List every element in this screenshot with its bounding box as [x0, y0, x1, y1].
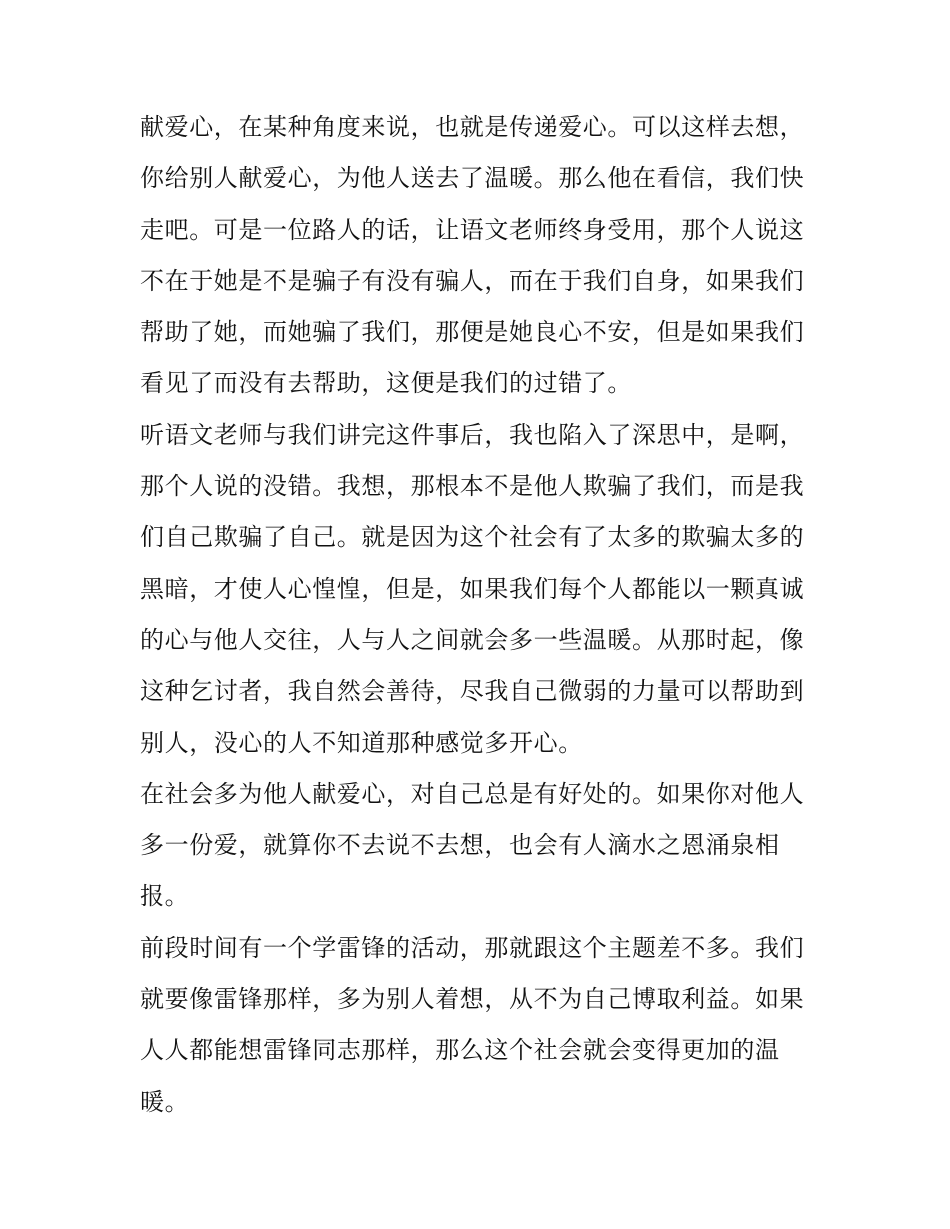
text-line: 别人，没心的人不知道那种感觉多开心。: [140, 728, 583, 757]
text-line: 帮助了她，而她骗了我们，那便是她良心不安，但是如果我们: [140, 318, 805, 347]
text-line: 那个人说的没错。我想，那根本不是他人欺骗了我们，而是我: [140, 472, 805, 501]
text-line: 多一份爱，就算你不去说不去想，也会有人滴水之恩涌泉相: [140, 831, 780, 860]
text-line: 的心与他人交往，人与人之间就会多一些温暖。从那时起，像: [140, 625, 805, 654]
body-text: [140, 102, 820, 1128]
text-line: 就要像雷锋那样，多为别人着想，从不为自己博取利益。如果: [140, 985, 805, 1014]
text-line: 前段时间有一个学雷锋的活动，那就跟这个主题差不多。我们: [140, 933, 805, 962]
text-line: 报。: [140, 882, 190, 911]
text-line: 在社会多为他人献爱心，对自己总是有好处的。如果你对他人: [140, 779, 805, 808]
text-line: 不在于她是不是骗子有没有骗人，而在于我们自身，如果我们: [140, 266, 805, 295]
text-line: 们自己欺骗了自己。就是因为这个社会有了太多的欺骗太多的: [140, 523, 805, 552]
text-line: 暖。: [140, 1087, 190, 1116]
text-line: 人人都能想雷锋同志那样，那么这个社会就会变得更加的温: [140, 1036, 780, 1065]
text-line: 走吧。可是一位路人的话，让语文老师终身受用，那个人说这: [140, 215, 805, 244]
text-line: 你给别人献爱心，为他人送去了温暖。那么他在看信，我们快: [140, 164, 805, 193]
text-line: 黑暗，才使人心惶惶，但是，如果我们每个人都能以一颗真诚: [140, 574, 805, 603]
text-line: 这种乞讨者，我自然会善待，尽我自己微弱的力量可以帮助到: [140, 677, 805, 706]
text-line: 献爱心，在某种角度来说，也就是传递爱心。可以这样去想，: [140, 113, 805, 141]
text-line: 听语文老师与我们讲完这件事后，我也陷入了深思中，是啊，: [140, 420, 805, 449]
text-line: 看见了而没有去帮助，这便是我们的过错了。: [140, 369, 632, 398]
